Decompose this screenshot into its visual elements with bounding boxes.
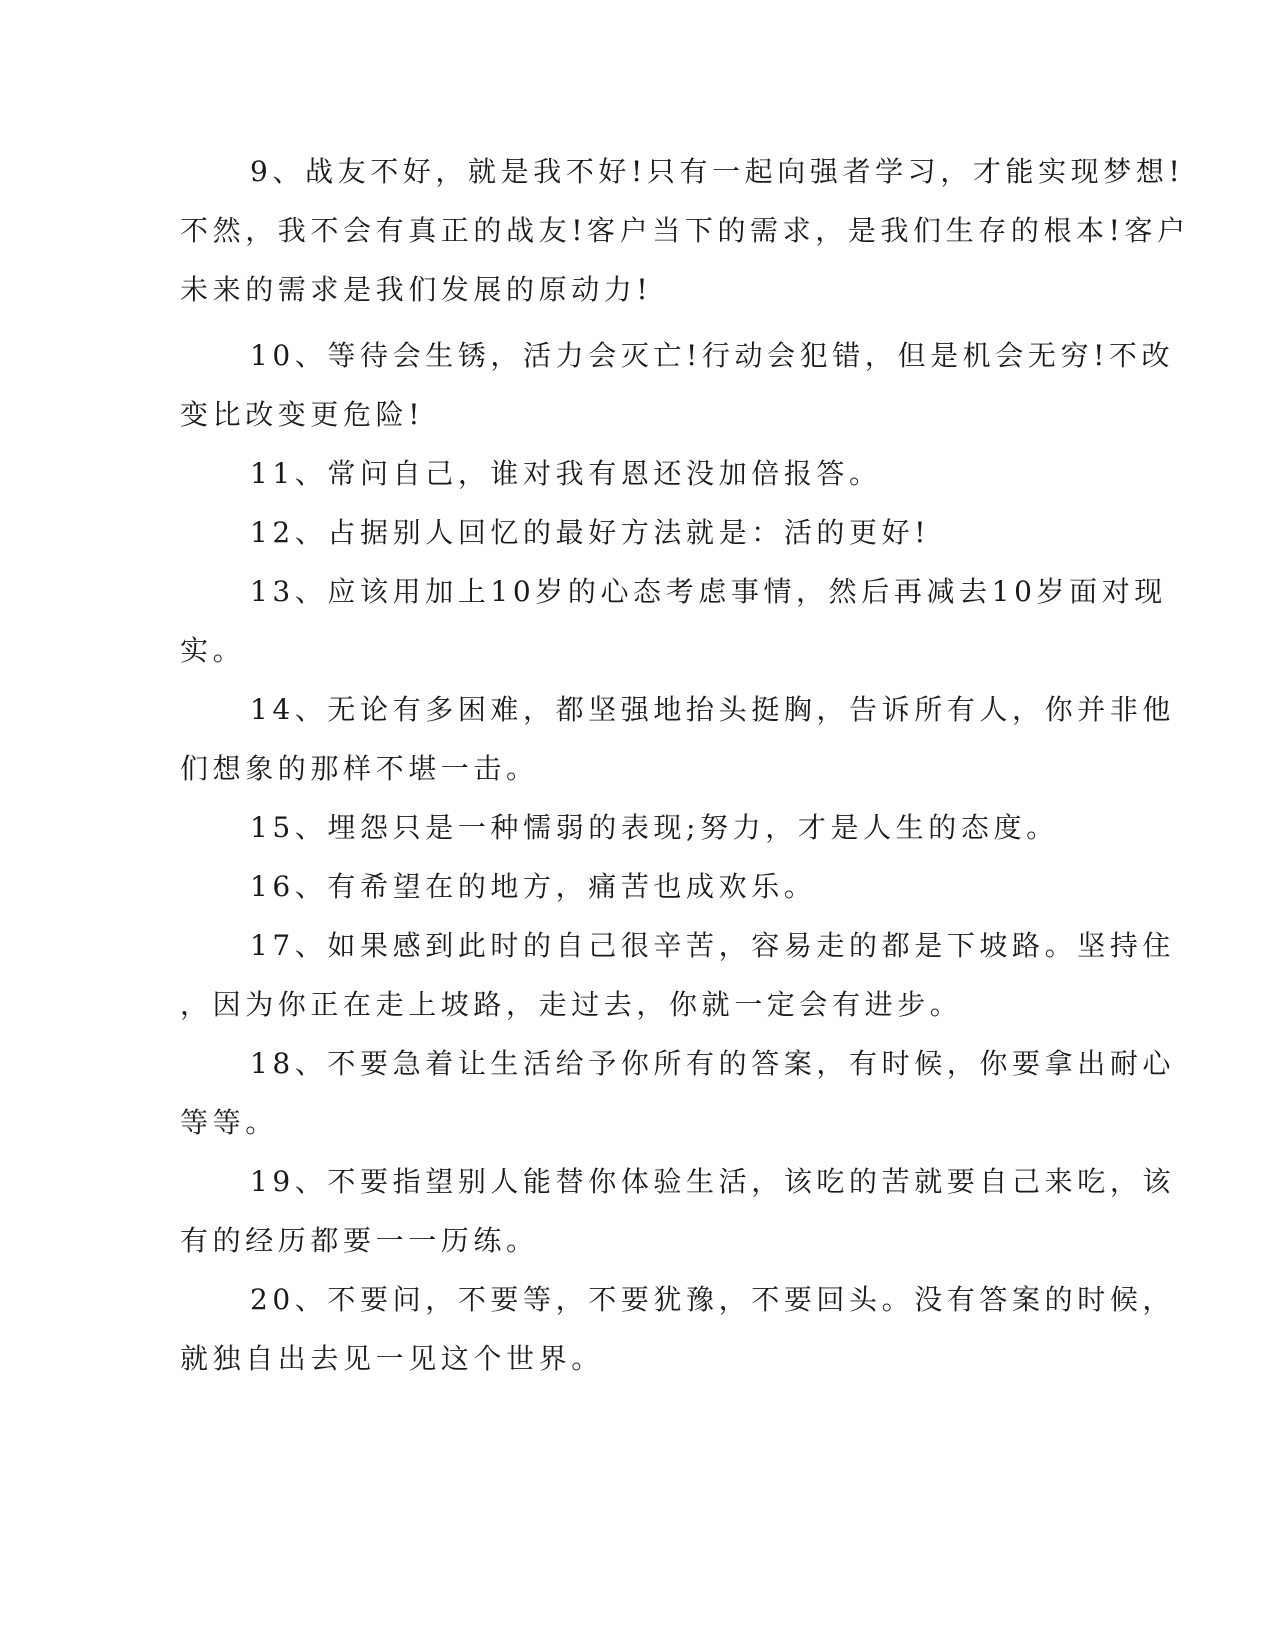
paragraph-9-line-1: 9、战友不好，就是我不好!只有一起向强者学习，才能实现梦想! [250, 155, 1185, 188]
paragraph-17-line-2: ，因为你正在走上坡路，走过去，你就一定会有进步。 [180, 988, 963, 1021]
paragraph-12: 12、占据别人回忆的最好方法就是：活的更好! [250, 516, 931, 549]
paragraph-20-line-1: 20、不要问，不要等，不要犹豫，不要回头。没有答案的时候， [250, 1283, 1176, 1316]
paragraph-18-line-1: 18、不要急着让生活给予你所有的答案，有时候，你要拿出耐心 [250, 1047, 1176, 1080]
paragraph-19-line-1: 19、不要指望别人能替你体验生活，该吃的苦就要自己来吃，该 [250, 1165, 1176, 1198]
paragraph-19-line-2: 有的经历都要一一历练。 [180, 1224, 539, 1257]
paragraph-15: 15、埋怨只是一种懦弱的表现;努力，才是人生的态度。 [250, 811, 1059, 844]
paragraph-9-line-2: 不然，我不会有真正的战友!客户当下的需求，是我们生存的根本!客户 [180, 214, 1190, 247]
paragraph-14-line-2: 们想象的那样不堪一击。 [180, 752, 539, 785]
paragraph-10-line-1: 10、等待会生锈，活力会灭亡!行动会犯错，但是机会无穷!不改 [250, 339, 1175, 372]
paragraph-13-line-1: 13、应该用加上10岁的心态考虑事情，然后再减去10岁面对现 [250, 575, 1167, 608]
paragraph-20-line-2: 就独自出去见一见这个世界。 [180, 1342, 604, 1375]
paragraph-13-line-2: 实。 [180, 634, 246, 667]
paragraph-10-line-2: 变比改变更危险! [180, 398, 425, 431]
paragraph-11: 11、常问自己，谁对我有恩还没加倍报答。 [250, 457, 882, 490]
paragraph-16: 16、有希望在的地方，痛苦也成欢乐。 [250, 870, 817, 903]
paragraph-17-line-1: 17、如果感到此时的自己很辛苦，容易走的都是下坡路。坚持住 [250, 929, 1176, 962]
paragraph-9-line-3: 未来的需求是我们发展的原动力! [180, 273, 653, 306]
paragraph-18-line-2: 等等。 [180, 1106, 278, 1139]
paragraph-14-line-1: 14、无论有多困难，都坚强地抬头挺胸，告诉所有人，你并非他 [250, 693, 1176, 726]
